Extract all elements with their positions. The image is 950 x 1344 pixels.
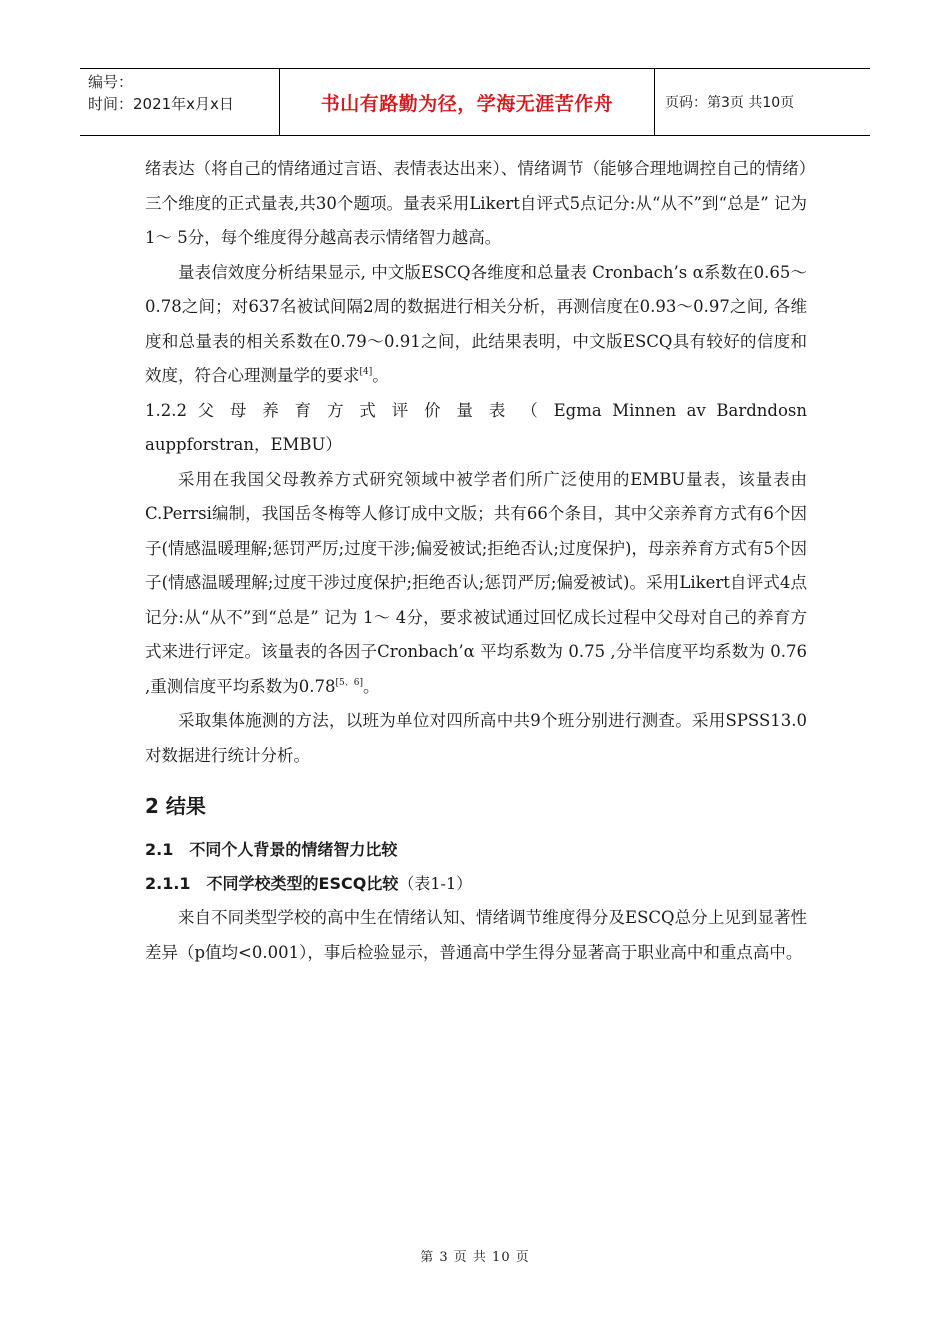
number-label: 编号： [88, 73, 134, 91]
heading-1-2-2: 1.2.2 父 母 养 育 方 式 评 价 量 表 （ Egma Minnen av Bardndosn [145, 400, 807, 420]
document-body [145, 152, 807, 970]
section-heading-2-1: 2.1 不同个人背景的情绪智力比较 [145, 840, 398, 859]
paragraph-end: 。 [362, 676, 380, 696]
heading-1-2-2-cont: auppforstran，EMBU） [145, 435, 342, 454]
paragraph-method: 采取集体施测的方法，以班为单位对四所高中共9个班分别进行测查。采用SPSS13.0对数据进行统计分析。 [145, 711, 807, 765]
paragraph-embu [145, 463, 807, 705]
paragraph-reliability [145, 256, 807, 394]
paragraph-results: 来自不同类型学校的高中生在情绪认知、情绪调节维度得分及ESCQ总分上见到显著性差异（p值均<0.001），事后检验显示，普通高中学生得分显著高于职业高中和重点高中。 [145, 908, 807, 962]
paragraph-continued: 绪表达（将自己的情绪通过言语、表情表达出来）、情绪调节（能够合理地调控自己的情绪）三个维度的正式量表,共30个题项。量表采用Likert自评式5点记分:从“从不”到“总是” 记为 1～ 5分，每个维度得分越高表示情绪智力越高。 [145, 159, 807, 247]
citation-ref: [4] [359, 367, 373, 377]
header-page-info: 页码：第3页 共10页 [665, 95, 795, 111]
paragraph-text: 采用在我国父母教养方式研究领域中被学者们所广泛使用的EMBU量表，该量表由C.Perrsi编制，我国岳冬梅等人修订成中文版；共有66个条目，其中父亲养育方式有6个因子(情感温暖理解;惩罚严厉;过度干涉;偏爱被试;拒绝否认;过度保护)，母亲养育方式有5个因子(情感温暖理解;过度干涉过度保护;拒绝否认;惩罚严厉;偏爱被试)。采用Likert自评式4点记分:从“从不”到“总是” 记为 1～ 4分，要求被试通过回忆成长过程中父母对自己的养育方式来进行评定。该量表的各因子Cronbach’α 平均系数为 0.75 ,分半信度平均系数为 0.76 ,重测信度平均系数为0.78 [145, 469, 807, 696]
header-motto: 书山有路勤为径，学海无涯苦作舟 [280, 69, 655, 135]
time-label: 时间：2021年x月x日 [88, 95, 234, 113]
header-meta [80, 69, 280, 135]
heading-text: 2.1.1 不同学校类型的ESCQ比较 [145, 874, 399, 893]
citation-ref: [5、6] [335, 677, 363, 688]
section-heading-2: 2 结果 [145, 794, 206, 818]
page-header [80, 68, 870, 136]
paragraph-end: 。 [372, 366, 389, 385]
section-heading-2-1-1 [145, 867, 807, 901]
page-footer: 第 3 页 共 10 页 [420, 1250, 530, 1265]
paragraph-text: 量表信效度分析结果显示, 中文版ESCQ各维度和总量表 Cronbach’s α系数在0.65～0.78之间；对637名被试间隔2周的数据进行相关分析，再测信度在0.93～0.97之间, 各维度和总量表的相关系数在0.79～0.91之间，此结果表明，中文版ESCQ具有较好的信度和效度，符合心理测量学的要求 [145, 262, 807, 385]
table-note: （表1-1） [398, 874, 473, 893]
